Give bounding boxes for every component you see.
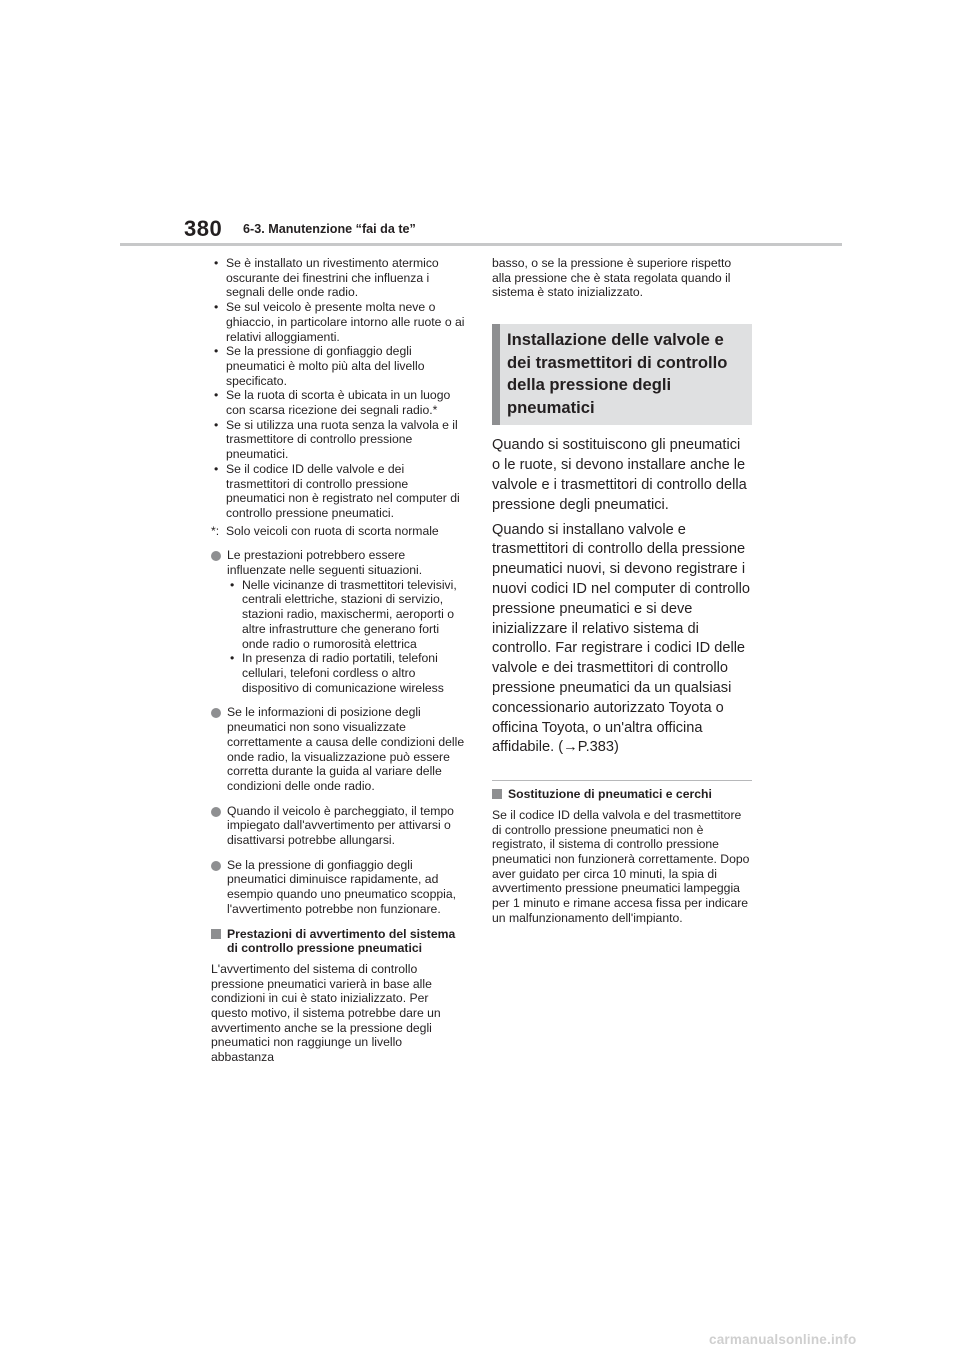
sub-heading-warning-performance	[211, 927, 467, 956]
note-text: Se la pressione di gonfiaggio degli pneumatici diminuisce rapidamente, ad esempio quando uno pneumatico scoppia, l'avvertimento potrebbe non funzionare.	[227, 857, 457, 916]
sub-heading-text: Prestazioni di avvertimento del sistema di controllo pressione pneumatici	[227, 926, 456, 956]
list-item: • Se il codice ID delle valvole e dei trasmettitori di controllo pressione pneumatici non è registrato nel computer di controllo pressione pneumatici.	[211, 462, 467, 521]
header-rule	[120, 243, 842, 246]
square-bullet-icon	[211, 929, 221, 939]
section-title: 6-3. Manutenzione “fai da te”	[243, 222, 416, 236]
watermark: carmanualsonline.info	[709, 1332, 857, 1347]
bullet-list-conditions	[211, 256, 467, 521]
continuation-text: basso, o se la pressione è superiore rispetto alla pressione che è stata regolata quando il sistema è stato inizializzato.	[492, 256, 732, 300]
sub-body: Se il codice ID della valvola e del trasmettitore di controllo pressione pneumatici non è registrato, il sistema di controllo pressione pneumatici non funzionerà correttamente. Dopo aver guidato per circa 10 minuti, la spia di avvertimento pressione pneumatici lampeggia per 1 minuto e rimane accesa fissa per indicare un malfunzionamento dell'impianto.	[492, 807, 750, 925]
sub-body: L'avvertimento del sistema di controllo pressione pneumatici varierà in base alle condizioni in cui è stato inizializzato. Per questo motivo, il sistema potrebbe dare un avvertimento anche se la pressione degli pneumatici non raggiunge un livello abbastanza	[211, 961, 441, 1065]
note-rapid-deflation	[211, 858, 467, 917]
list-item: • Se la pressione di gonfiaggio degli pneumatici è molto più alta del livello specificato.	[211, 344, 467, 388]
circle-bullet-icon	[211, 807, 221, 817]
note-parked	[211, 804, 467, 848]
note-text: Se le informazioni di posizione degli pneumatici non sono visualizzate correttamente a causa delle condizioni delle onde radio, la visualizzazione può essere corretta durante la guida al variare delle condizioni delle onde radio.	[227, 705, 465, 793]
body-paragraph: Quando si installano valvole e trasmettitori di controllo della pressione pneumatici nuovi, si devono registrare i nuovi codici ID nel computer di controllo pressione pneumatici e si deve inizializzare il relativo sistema di controllo. Far registrare i codici ID delle valvole e dei trasmettitori di controllo pressione pneumatici da un qualsiasi concessionario autorizzato Toyota o officina Toyota, o un'altra officina affidabile. (→P.383)	[492, 521, 750, 756]
list-item: • Se si utilizza una ruota senza la valvola e il trasmettitore di controllo pressione pneumatici.	[211, 418, 467, 462]
sub-heading-replacement	[492, 787, 752, 802]
right-column	[492, 256, 752, 926]
circle-bullet-icon	[211, 708, 221, 718]
divider	[492, 780, 752, 781]
section-heading: Installazione delle valvole e dei trasmettitori di controllo della pressione degli pneumatici	[492, 324, 752, 425]
note-text: Quando il veicolo è parcheggiato, il tempo impiegato dall'avvertimento per attivarsi o disattivarsi potrebbe allungarsi.	[227, 803, 454, 848]
note-performance	[211, 548, 467, 695]
circle-bullet-icon	[211, 861, 221, 871]
square-bullet-icon	[492, 789, 502, 799]
bullet-list-interference	[227, 578, 467, 696]
list-item: • Nelle vicinanze di trasmettitori televisivi, centrali elettriche, stazioni di servizio, stazioni radio, maxischermi, aeroporti o altre infrastrutture che generano forti onde radio o rumorosità elettrica	[227, 578, 467, 652]
left-column	[211, 256, 467, 1065]
list-item: • In presenza di radio portatili, telefoni cellulari, telefoni cordless o altro dispositivo di comunicazione wireless	[227, 651, 467, 695]
list-item: • Se sul veicolo è presente molta neve o ghiaccio, in particolare intorno alle ruote o ai relativi alloggiamenti.	[211, 300, 467, 344]
note-text: Le prestazioni potrebbero essere influenzate nelle seguenti situazioni.	[227, 548, 423, 578]
note-position-display	[211, 705, 467, 793]
footnote-text: Solo veicoli con ruota di scorta normale	[226, 523, 439, 538]
list-item: • Se la ruota di scorta è ubicata in un luogo con scarsa ricezione dei segnali radio.*	[211, 388, 467, 417]
sub-heading-text: Sostituzione di pneumatici e cerchi	[508, 787, 712, 802]
circle-bullet-icon	[211, 551, 221, 561]
page-number: 380	[184, 216, 223, 241]
footnote	[211, 524, 467, 539]
list-item: • Se è installato un rivestimento atermico oscurante dei finestrini che influenza i segnali delle onde radio.	[211, 256, 467, 300]
body-paragraph: Quando si sostituiscono gli pneumatici o le ruote, si devono installare anche le valvole e i trasmettitori di controllo della pressione degli pneumatici.	[492, 437, 747, 513]
footnote-mark: *:	[211, 523, 220, 538]
